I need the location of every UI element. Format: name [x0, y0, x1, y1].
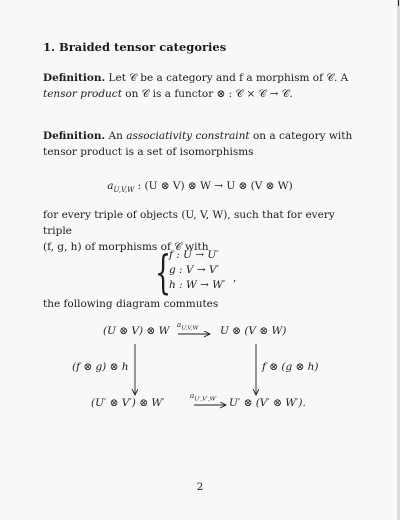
cases-punctuation: ,: [233, 272, 237, 284]
arrow-label-symbol: a: [177, 321, 182, 329]
definition-label: Definition.: [43, 130, 106, 142]
diagram-node-top-left: (U ⊗ V) ⊗ W: [103, 325, 170, 337]
left-brace: {: [155, 245, 172, 299]
definition-term: associativity constraint: [126, 130, 250, 142]
case-line: h : W → W′: [169, 279, 226, 291]
definition-text: tensor product is a set of isomorphisms: [43, 146, 254, 158]
equation-symbol: a: [107, 180, 114, 192]
diagram-node-bottom-right: U′ ⊗ (V′ ⊗ W′).: [229, 397, 306, 409]
arrow-label-symbol: a: [190, 392, 195, 400]
diagram-arrow-label-left: (f ⊗ g) ⊗ h: [72, 361, 129, 373]
definition-text: for every triple of objects (U, V, W), such that for every triple: [43, 209, 335, 237]
arrow-label-subscript: U,V,W: [181, 325, 199, 332]
definition-text: An: [108, 130, 123, 142]
diagram-arrow-label-right: f ⊗ (g ⊗ h): [262, 361, 319, 373]
diagram-arrow-label-bottom: [190, 392, 217, 402]
arrow-label-subscript: U′,V′,W′: [194, 396, 217, 403]
definition-text: on 𝒞 is a functor ⊗ : 𝒞 × 𝒞 → 𝒞.: [121, 88, 293, 100]
equation-subscript: U,V,W: [113, 186, 135, 195]
equation-body: : (U ⊗ V) ⊗ W → U ⊗ (V ⊗ W): [134, 180, 293, 192]
definition-text: on a category with: [252, 130, 353, 142]
definition-text: Let 𝒞 be a category and f a morphism of 𝒞. A: [108, 72, 349, 84]
diagram-node-top-right: U ⊗ (V ⊗ W): [220, 325, 287, 337]
case-line: g : V → V′: [169, 264, 219, 276]
section-heading: 1. Braided tensor categories: [43, 40, 227, 54]
page-number: 2: [196, 481, 204, 493]
definition-label: Definition.: [43, 72, 106, 84]
definition-text: (f, g, h) of morphisms of 𝒞 with: [43, 241, 209, 253]
diagram-arrow-label-top: [177, 321, 198, 331]
definition-text: the following diagram commutes: [43, 298, 219, 310]
definition-term: tensor product: [43, 88, 122, 100]
case-line: f : U → U′: [169, 249, 219, 261]
diagram-node-bottom-left: (U′ ⊗ V′) ⊗ W′: [91, 397, 165, 409]
